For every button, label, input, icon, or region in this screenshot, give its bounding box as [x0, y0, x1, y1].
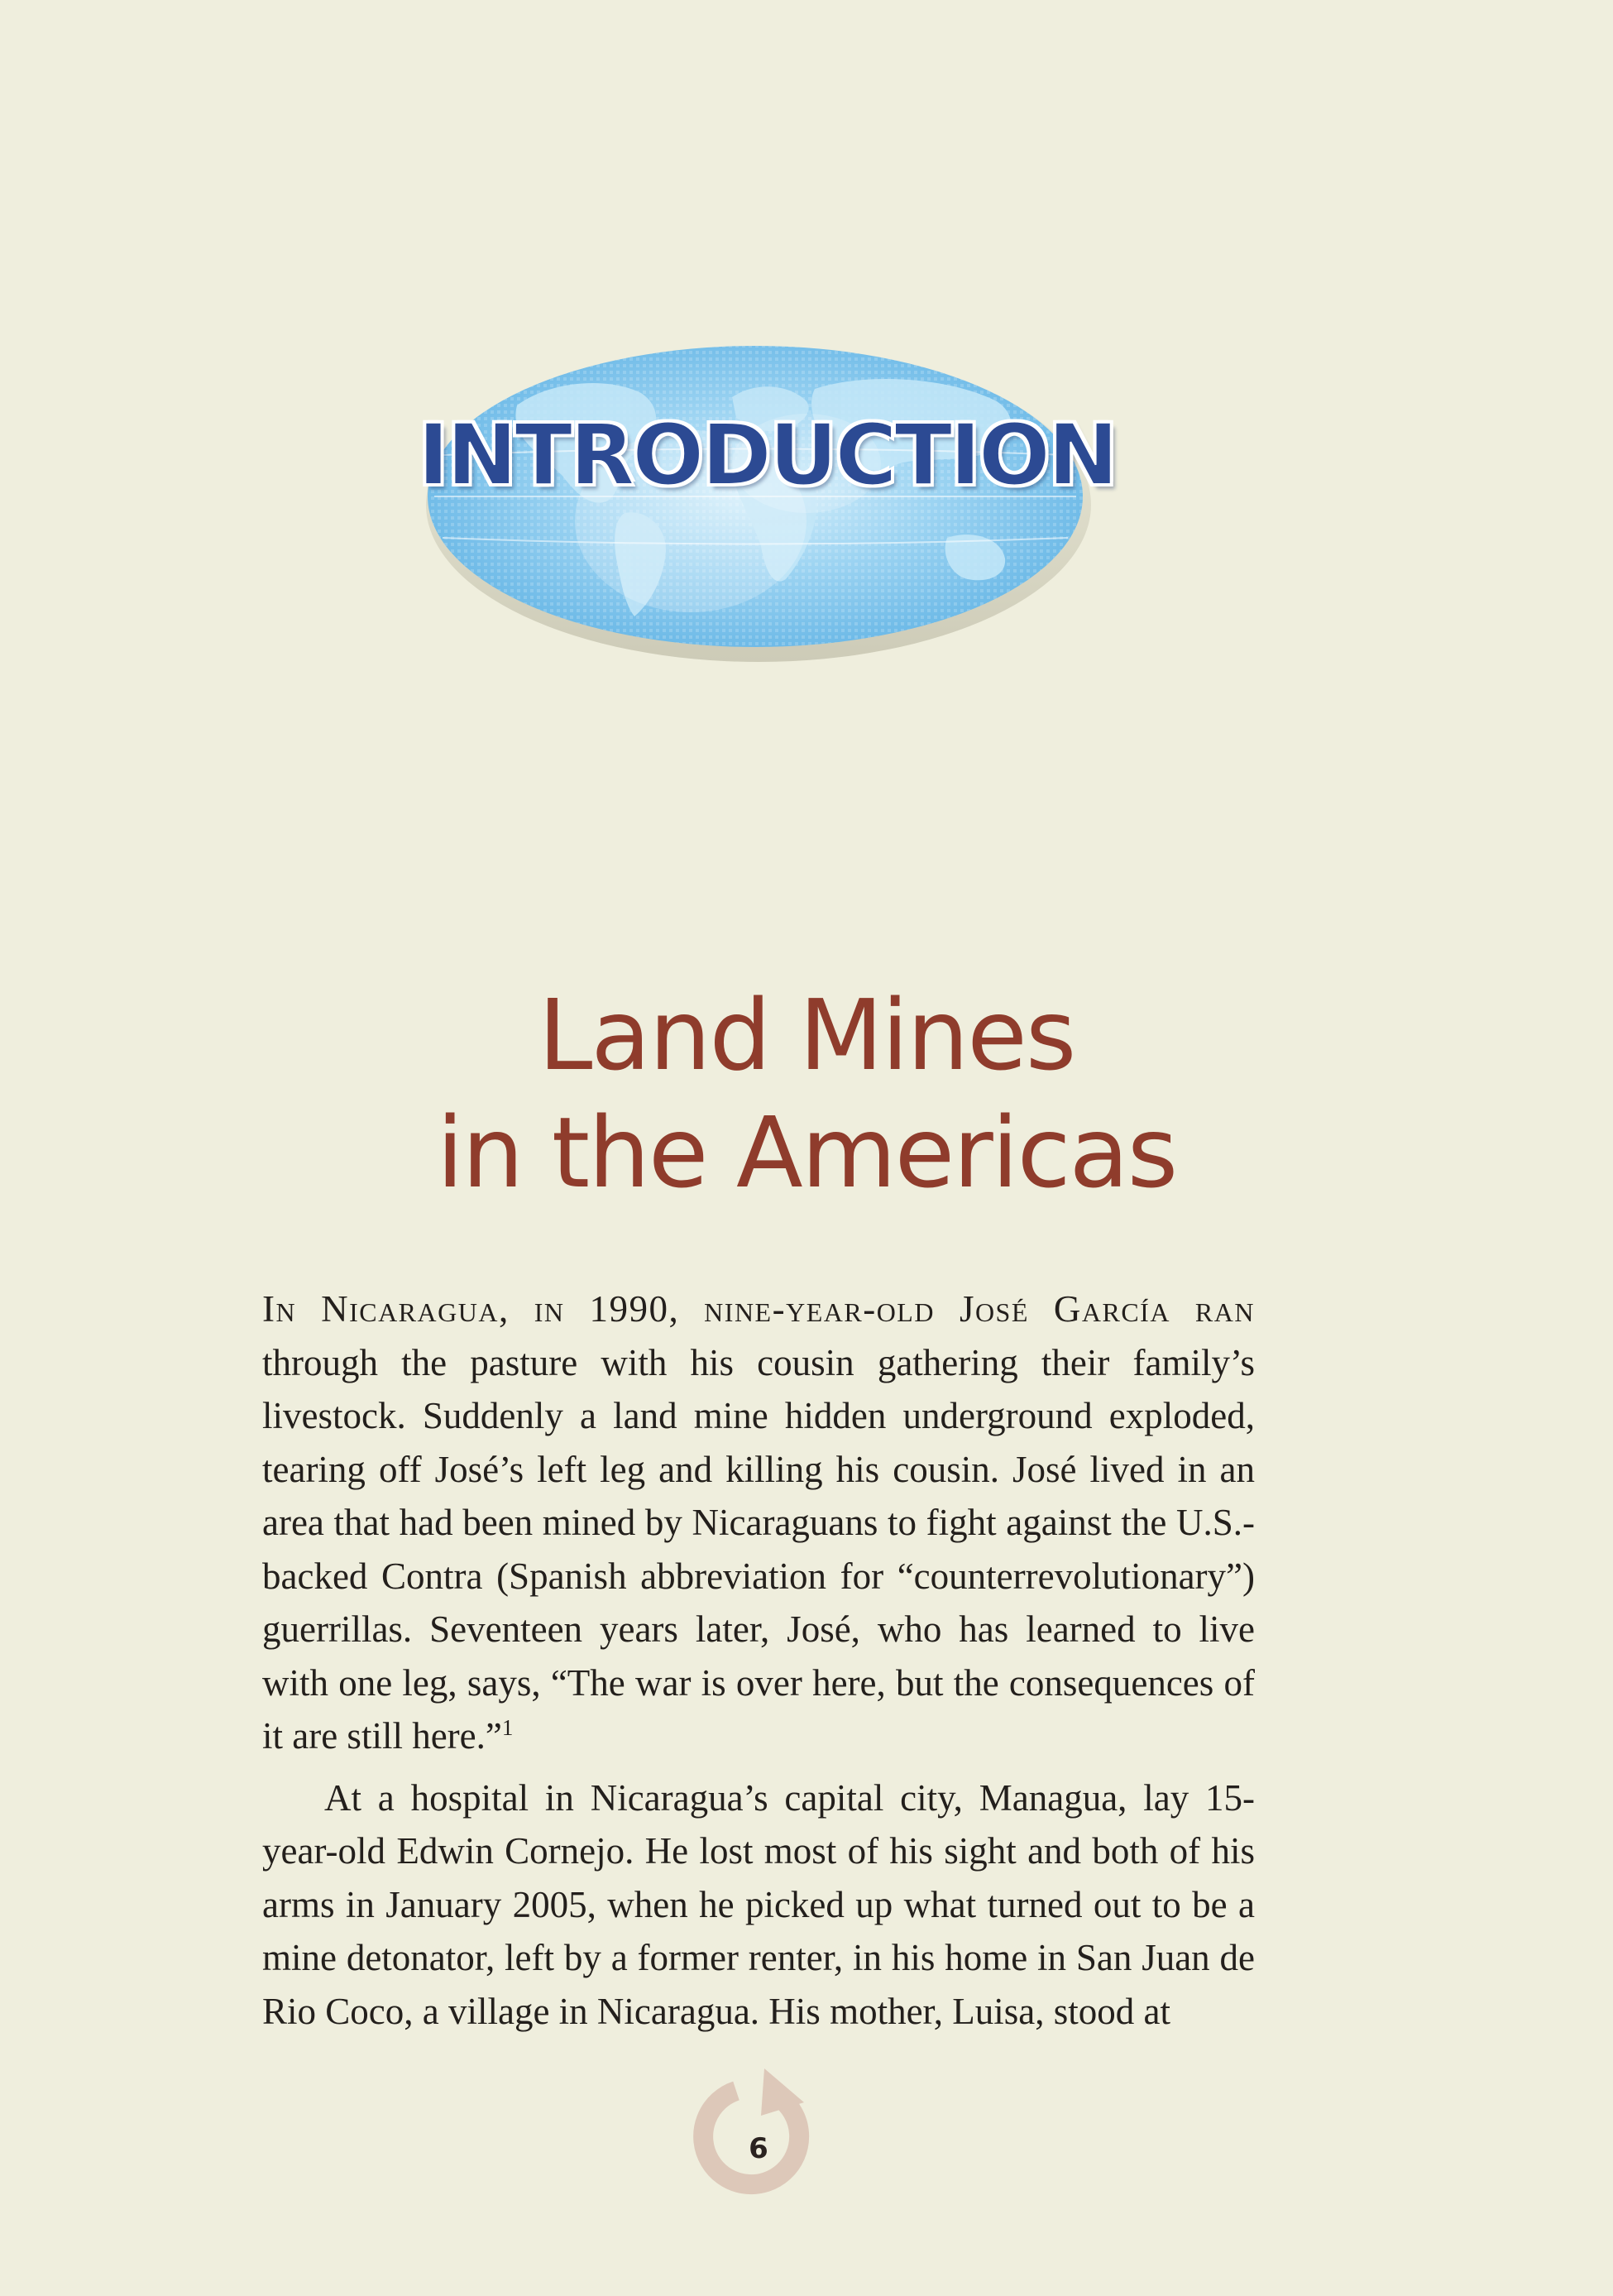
body-text — [262, 1282, 1255, 2038]
chapter-title-line-2: in the Americas — [436, 1095, 1177, 1210]
paragraph-1-text: through the pasture with his cousin gathering their family’s livestock. Suddenly a land mine hidden underground exploded, tearing off José’s left leg and killing his cousin. José lived in an area that had been mined by Nicaraguans to fight against the U.S.-backed Contra (Spanish abbreviation for “counterrevolutionary”) guerrillas. Seventeen years later, José, who has learned to live with one leg, says, “The war is over here, but the consequences of it are still here.” — [262, 1341, 1255, 1757]
chapter-title — [248, 976, 1365, 1211]
chapter-title-line-1: Land Mines — [538, 978, 1075, 1092]
footnote-reference[interactable]: 1 — [501, 1715, 514, 1740]
paragraph-2: At a hospital in Nicaragua’s capital city, Managua, lay 15-year-old Edwin Cornejo. He lost most of his sight and both of his arms in January 2005, when he picked up what turned out to be a mine detonator, left by a former renter, in his home in San Juan de Rio Coco, a village in Nicaragua. His mother, Luisa, stood at — [262, 1776, 1255, 2032]
paragraph-lead-in: In Nicaragua, in 1990, nine-year-old José García ran — [262, 1288, 1255, 1330]
paragraph-1 — [262, 1282, 1255, 1763]
introduction-heading: INTRODUCTION — [418, 406, 1117, 505]
introduction-banner — [418, 331, 1117, 662]
page-number-badge — [688, 2064, 829, 2205]
page-number: 6 — [749, 2132, 768, 2165]
